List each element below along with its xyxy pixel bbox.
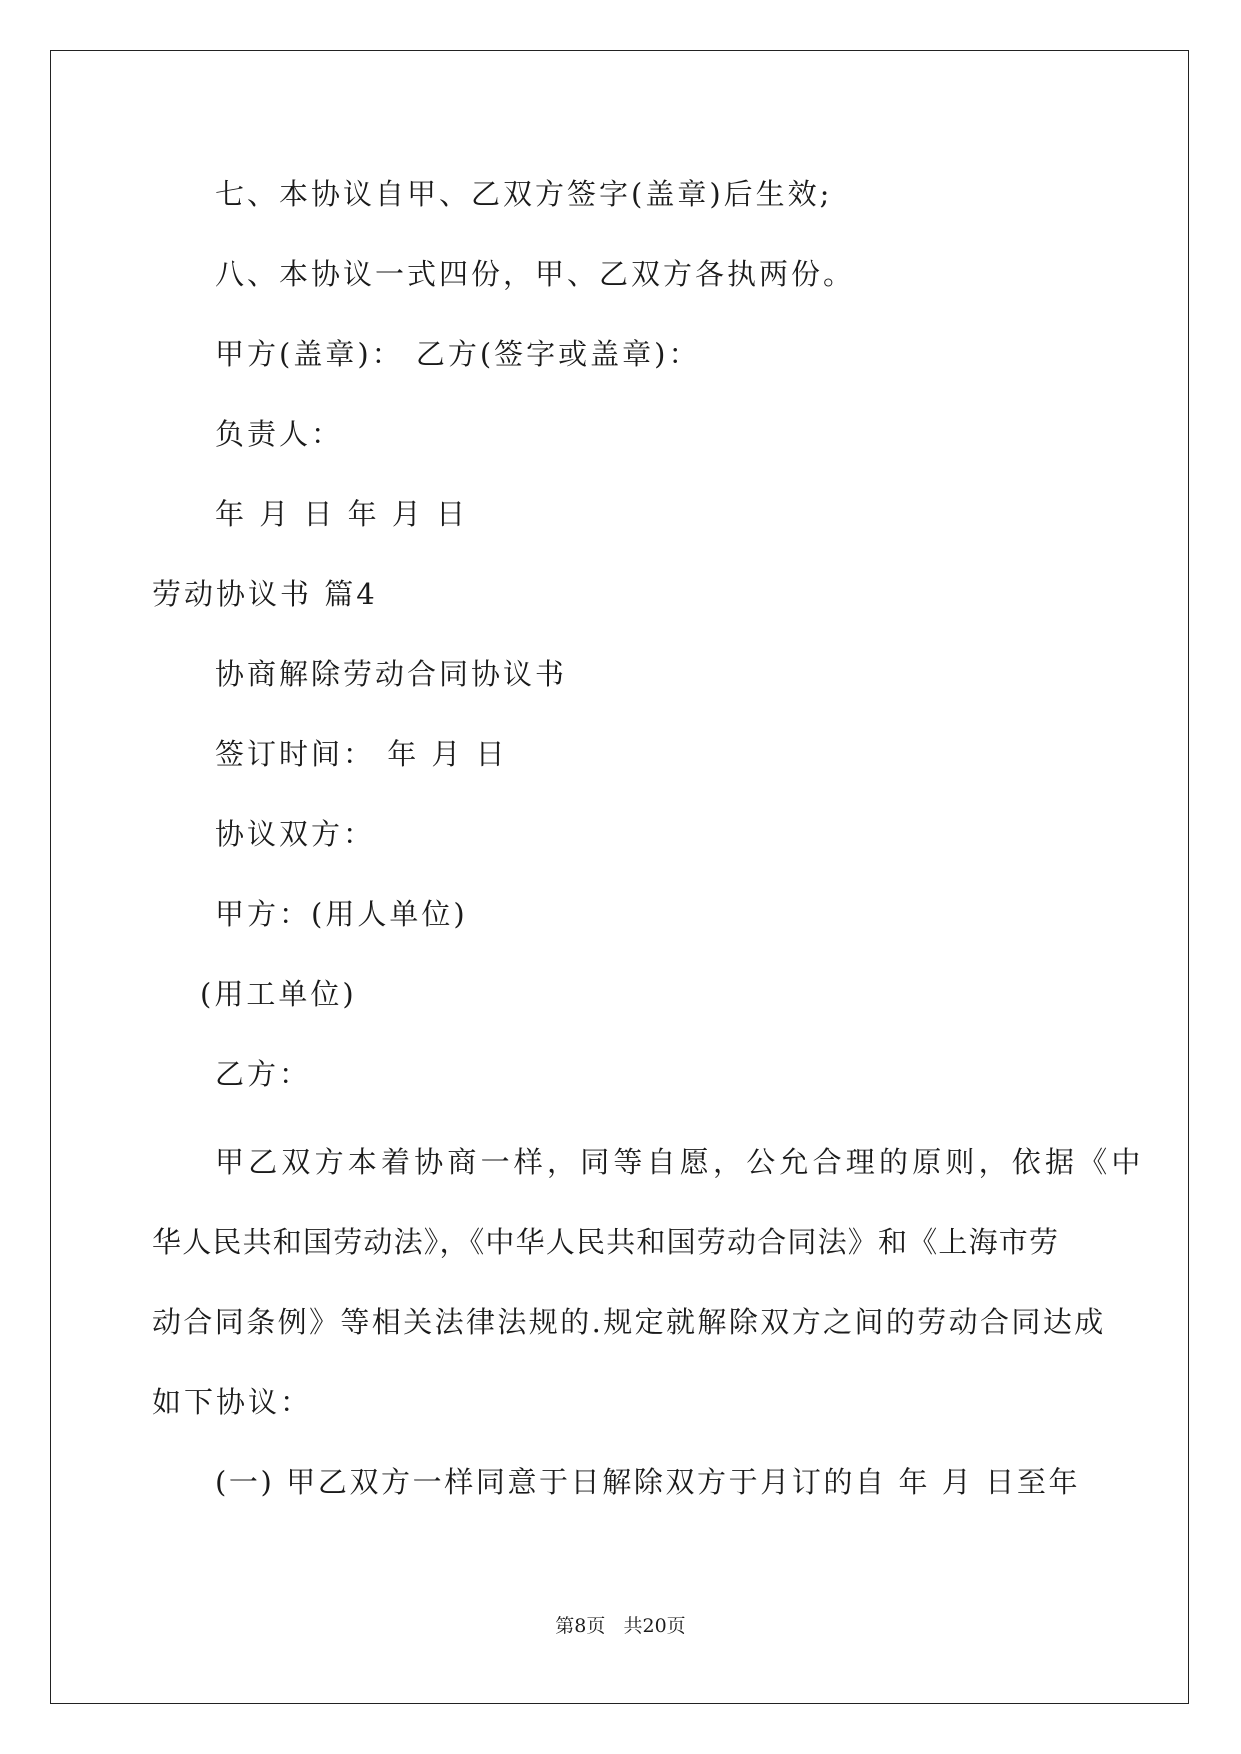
party-a-employer: 甲方：(用人单位) (215, 897, 468, 931)
clause-seven: 七、本协议自甲、乙双方签字(盖章)后生效; (215, 177, 833, 211)
paragraph-line-1: 甲乙双方本着协商一样，同等自愿，公允合理的原则，依据《中 (215, 1145, 1145, 1179)
paragraph-line-4: 如下协议： (152, 1385, 313, 1419)
party-a-user-unit: (用工单位) (200, 977, 357, 1011)
clause-one: (一) 甲乙双方一样同意于日解除双方于月订的自 年 月 日至年 (215, 1465, 1081, 1499)
responsible-person: 负责人： (215, 417, 344, 451)
page-number-footer: 第8页 共20页 (555, 1615, 686, 1637)
clause-eight: 八、本协议一式四份，甲、乙双方各执两份。 (215, 257, 856, 291)
page-border (50, 50, 1189, 1704)
section-heading: 劳动协议书 篇4 (152, 577, 378, 611)
paragraph-line-3: 动合同条例》等相关法律法规的.规定就解除双方之间的劳动合同达成 (152, 1305, 1106, 1339)
parties-label: 协议双方： (215, 817, 376, 851)
signature-parties: 甲方(盖章)： 乙方(签字或盖章)： (215, 337, 701, 371)
paragraph-line-2: 华人民共和国劳动法》，《中华人民共和国劳动合同法》和《上海市劳 (152, 1225, 1060, 1259)
agreement-title: 协商解除劳动合同协议书 (215, 657, 568, 691)
party-b: 乙方： (215, 1057, 312, 1091)
signing-date: 签订时间： 年 月 日 (215, 737, 508, 771)
signature-dates: 年 月 日 年 月 日 (215, 497, 469, 531)
